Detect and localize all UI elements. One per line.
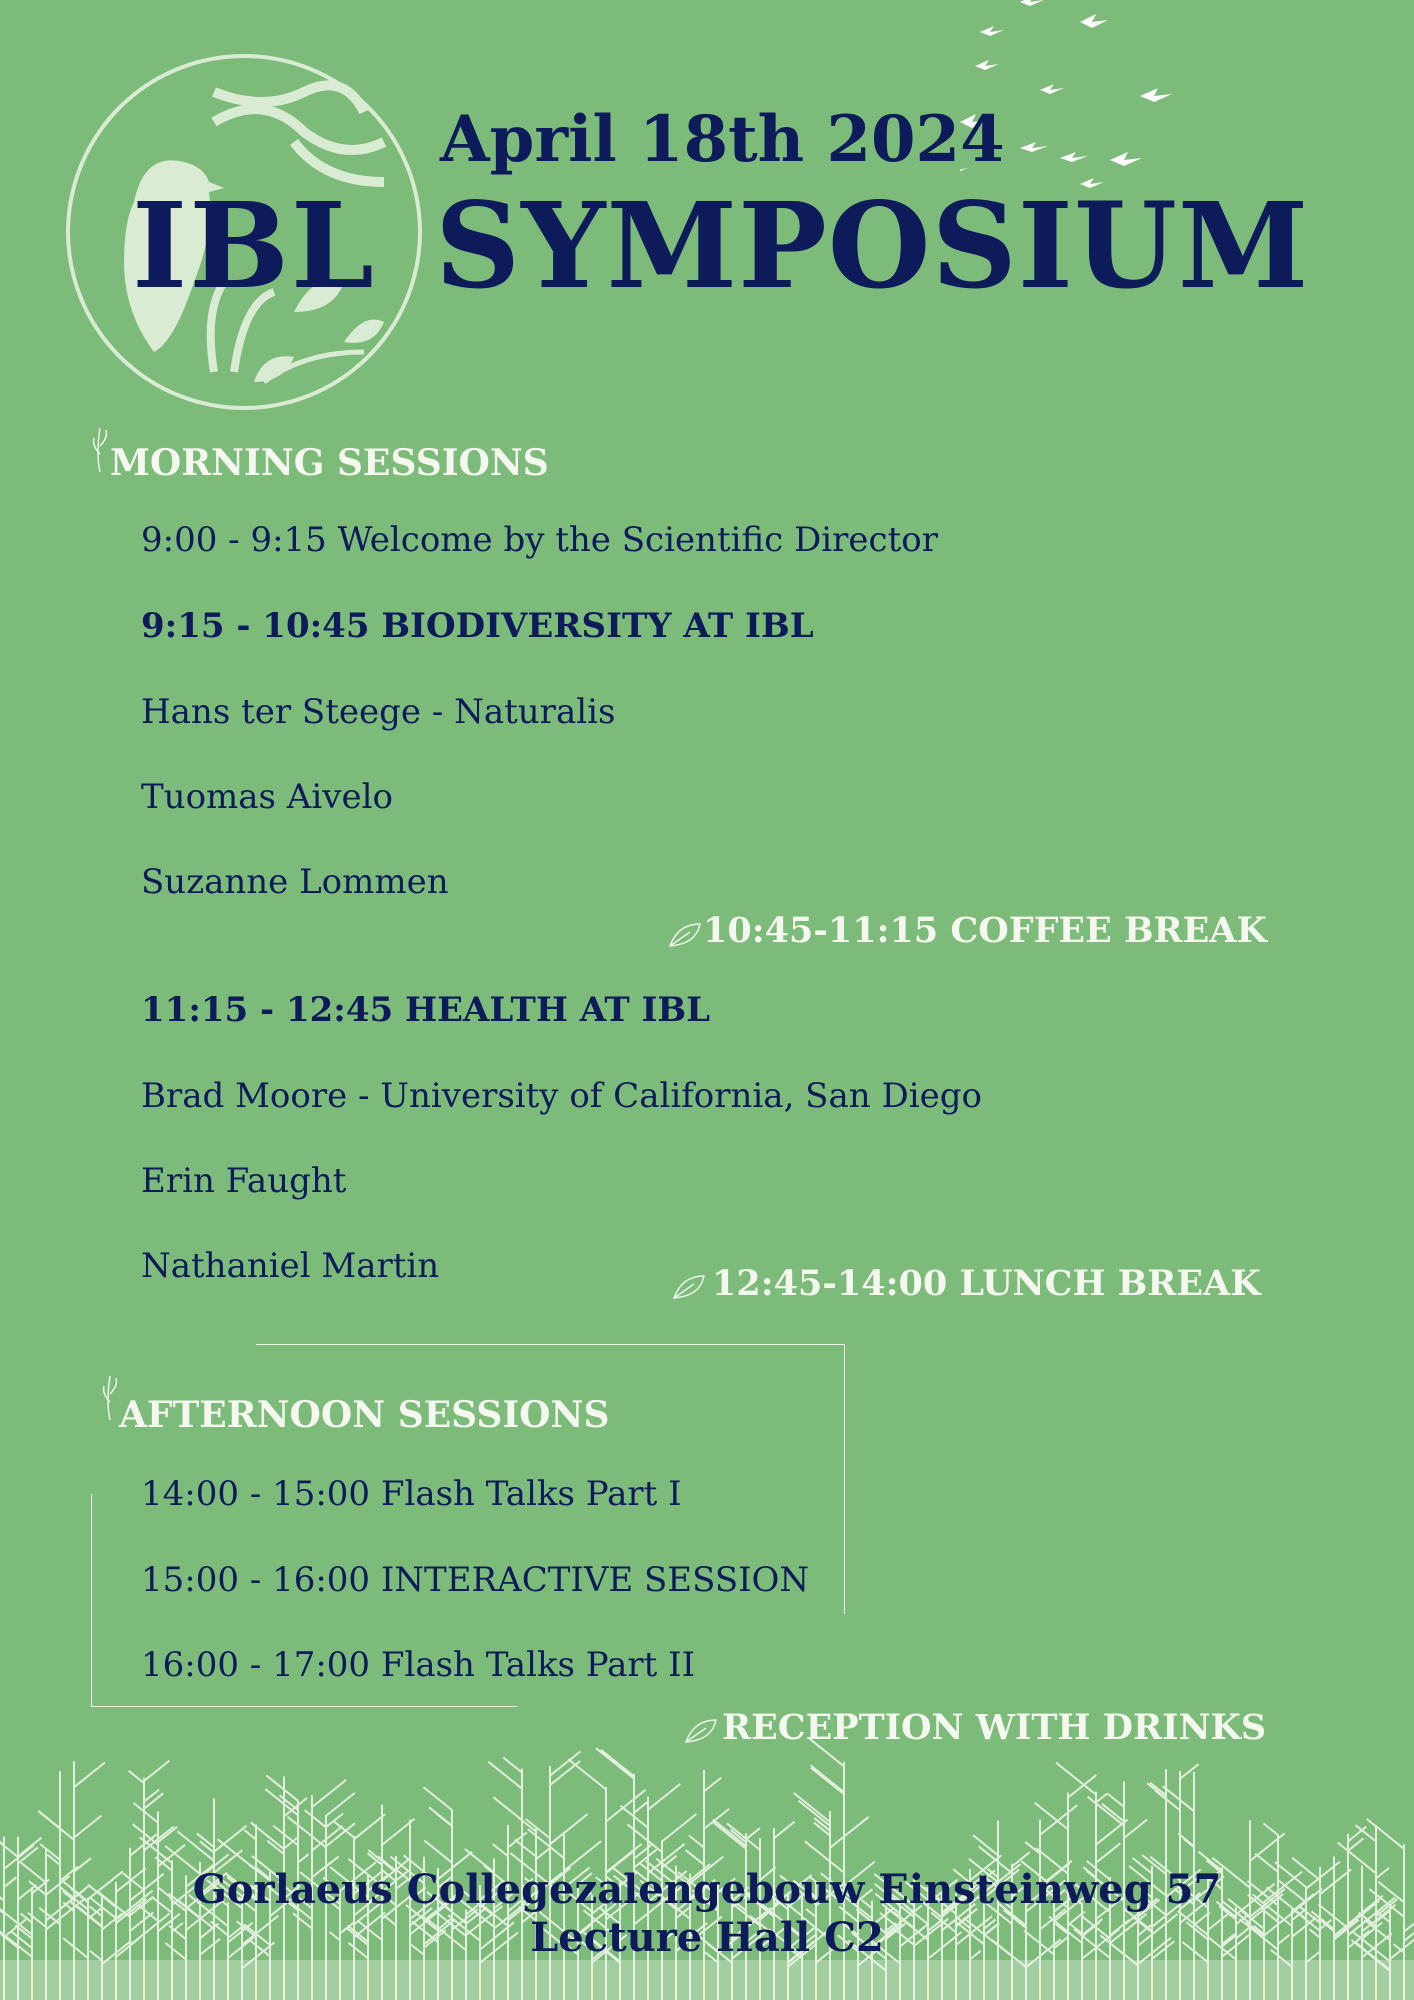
afternoon-item: 16:00 - 17:00 Flash Talks Part II <box>141 1645 696 1685</box>
speaker-item: Tuomas Aivelo <box>141 777 393 817</box>
welcome-item: 9:00 - 9:15 Welcome by the Scientific Director <box>141 520 938 560</box>
speaker-item: Nathaniel Martin <box>141 1246 440 1286</box>
biodiversity-session-title: 9:15 - 10:45 BIODIVERSITY AT IBL <box>141 606 814 646</box>
lunch-break: 12:45-14:00 LUNCH BREAK <box>712 1263 1261 1304</box>
sprig-icon <box>90 424 112 474</box>
leaf-icon <box>672 1272 706 1302</box>
frame-line <box>844 1344 845 1614</box>
title-symposium: SYMPOSIUM <box>435 176 1310 315</box>
afternoon-item: 14:00 - 15:00 Flash Talks Part I <box>141 1474 682 1514</box>
title-ibl: IBL <box>132 176 376 315</box>
leaf-icon <box>668 920 702 950</box>
speaker-item: Hans ter Steege - Naturalis <box>141 692 616 732</box>
morning-sessions-heading: MORNING SESSIONS <box>110 442 549 484</box>
event-date: April 18th 2024 <box>440 102 1005 177</box>
frame-line <box>256 1344 844 1345</box>
venue-hall: Lecture Hall C2 <box>530 1914 884 1961</box>
speaker-item: Erin Faught <box>141 1161 347 1201</box>
reception: RECEPTION WITH DRINKS <box>722 1707 1267 1748</box>
venue-address: Gorlaeus Collegezalengebouw Einsteinweg 57 <box>192 1866 1222 1913</box>
health-session-title: 11:15 - 12:45 HEALTH AT IBL <box>141 990 711 1030</box>
afternoon-sessions-heading: AFTERNOON SESSIONS <box>119 1394 610 1436</box>
coffee-break: 10:45-11:15 COFFEE BREAK <box>703 910 1267 951</box>
speaker-item: Brad Moore - University of California, San Diego <box>141 1076 982 1116</box>
afternoon-item: 15:00 - 16:00 INTERACTIVE SESSION <box>141 1560 810 1600</box>
frame-line <box>91 1494 92 1706</box>
frame-line <box>91 1706 517 1707</box>
venue-block <box>0 1866 1414 1962</box>
flying-birds <box>960 0 1414 200</box>
speaker-item: Suzanne Lommen <box>141 862 449 902</box>
